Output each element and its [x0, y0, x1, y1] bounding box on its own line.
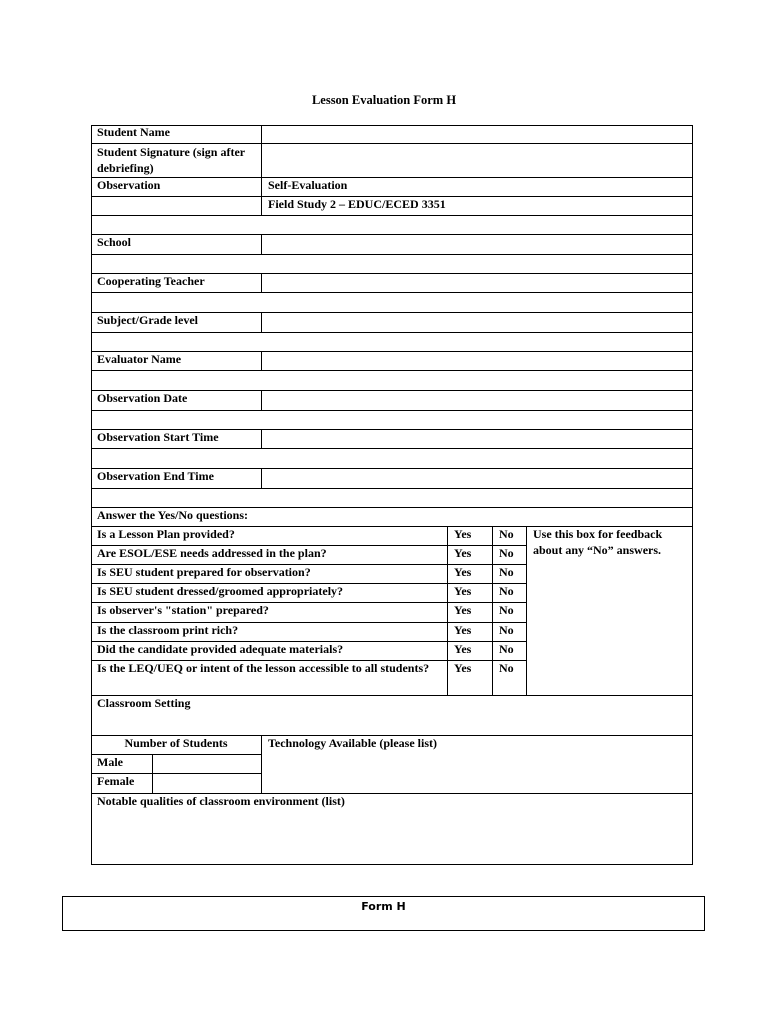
cooperating-teacher-field[interactable] [262, 274, 693, 293]
no-option[interactable]: No [493, 546, 527, 565]
yes-option[interactable]: Yes [448, 642, 493, 661]
question-row: Is the LEQ/UEQ or intent of the lesson accessible to all students? [91, 661, 448, 696]
female-label: Female [91, 774, 153, 794]
observation-end-field[interactable] [262, 469, 693, 489]
page-title: Lesson Evaluation Form H [311, 93, 457, 107]
observation-start-label: Observation Start Time [91, 430, 262, 449]
spacer-row [91, 371, 693, 391]
no-option[interactable]: No [493, 661, 527, 696]
subject-grade-field[interactable] [262, 313, 693, 333]
student-signature-label: Student Signature (sign after debriefing) [91, 144, 262, 178]
female-count-field[interactable] [153, 774, 262, 794]
spacer-row [91, 449, 693, 469]
technology-available-field[interactable]: Technology Available (please list) [262, 736, 693, 794]
evaluator-name-label: Evaluator Name [91, 352, 262, 371]
observation-date-field[interactable] [262, 391, 693, 411]
spacer-row [91, 333, 693, 352]
student-name-field[interactable] [262, 125, 693, 144]
male-label: Male [91, 755, 153, 774]
no-option[interactable]: No [493, 584, 527, 603]
observation-date-label: Observation Date [91, 391, 262, 411]
no-option[interactable]: No [493, 565, 527, 584]
evaluation-form-table [91, 125, 692, 864]
question-row: Are ESOL/ESE needs addressed in the plan? [91, 546, 448, 565]
no-option[interactable]: No [493, 642, 527, 661]
yes-option[interactable]: Yes [448, 603, 493, 623]
self-evaluation-label: Self-Evaluation [262, 178, 693, 197]
number-of-students-label: Number of Students [91, 736, 262, 755]
observation-label: Observation [91, 178, 262, 197]
spacer-row [91, 216, 693, 235]
student-name-label: Student Name [91, 125, 262, 144]
yes-option[interactable]: Yes [448, 584, 493, 603]
footer [62, 896, 705, 931]
cooperating-teacher-label: Cooperating Teacher [91, 274, 262, 293]
evaluator-name-field[interactable] [262, 352, 693, 371]
classroom-setting-label: Classroom Setting [91, 696, 693, 736]
yes-option[interactable]: Yes [448, 527, 493, 546]
yes-option[interactable]: Yes [448, 565, 493, 584]
no-option[interactable]: No [493, 603, 527, 623]
feedback-box[interactable]: Use this box for feedback about any “No” answers. [527, 527, 693, 696]
male-count-field[interactable] [153, 755, 262, 774]
blank-cell [91, 197, 262, 216]
subject-grade-label: Subject/Grade level [91, 313, 262, 333]
question-row: Did the candidate provided adequate materials? [91, 642, 448, 661]
notable-qualities-field[interactable]: Notable qualities of classroom environment (list) [91, 794, 693, 865]
footer-label: Form H [361, 900, 406, 913]
observation-end-label: Observation End Time [91, 469, 262, 489]
student-signature-field[interactable] [262, 144, 693, 178]
observation-start-field[interactable] [262, 430, 693, 449]
question-row: Is SEU student dressed/groomed appropriately? [91, 584, 448, 603]
question-row: Is a Lesson Plan provided? [91, 527, 448, 546]
spacer-row [91, 411, 693, 430]
question-row: Is SEU student prepared for observation? [91, 565, 448, 584]
school-label: School [91, 235, 262, 255]
no-option[interactable]: No [493, 527, 527, 546]
spacer-row [91, 489, 693, 508]
spacer-row [91, 293, 693, 313]
questions-heading: Answer the Yes/No questions: [91, 508, 693, 527]
question-row: Is observer's "station" prepared? [91, 603, 448, 623]
yes-option[interactable]: Yes [448, 623, 493, 642]
field-study-label: Field Study 2 – EDUC/ECED 3351 [262, 197, 693, 216]
yes-option[interactable]: Yes [448, 661, 493, 696]
yes-option[interactable]: Yes [448, 546, 493, 565]
spacer-row [91, 255, 693, 274]
school-field[interactable] [262, 235, 693, 255]
question-row: Is the classroom print rich? [91, 623, 448, 642]
no-option[interactable]: No [493, 623, 527, 642]
